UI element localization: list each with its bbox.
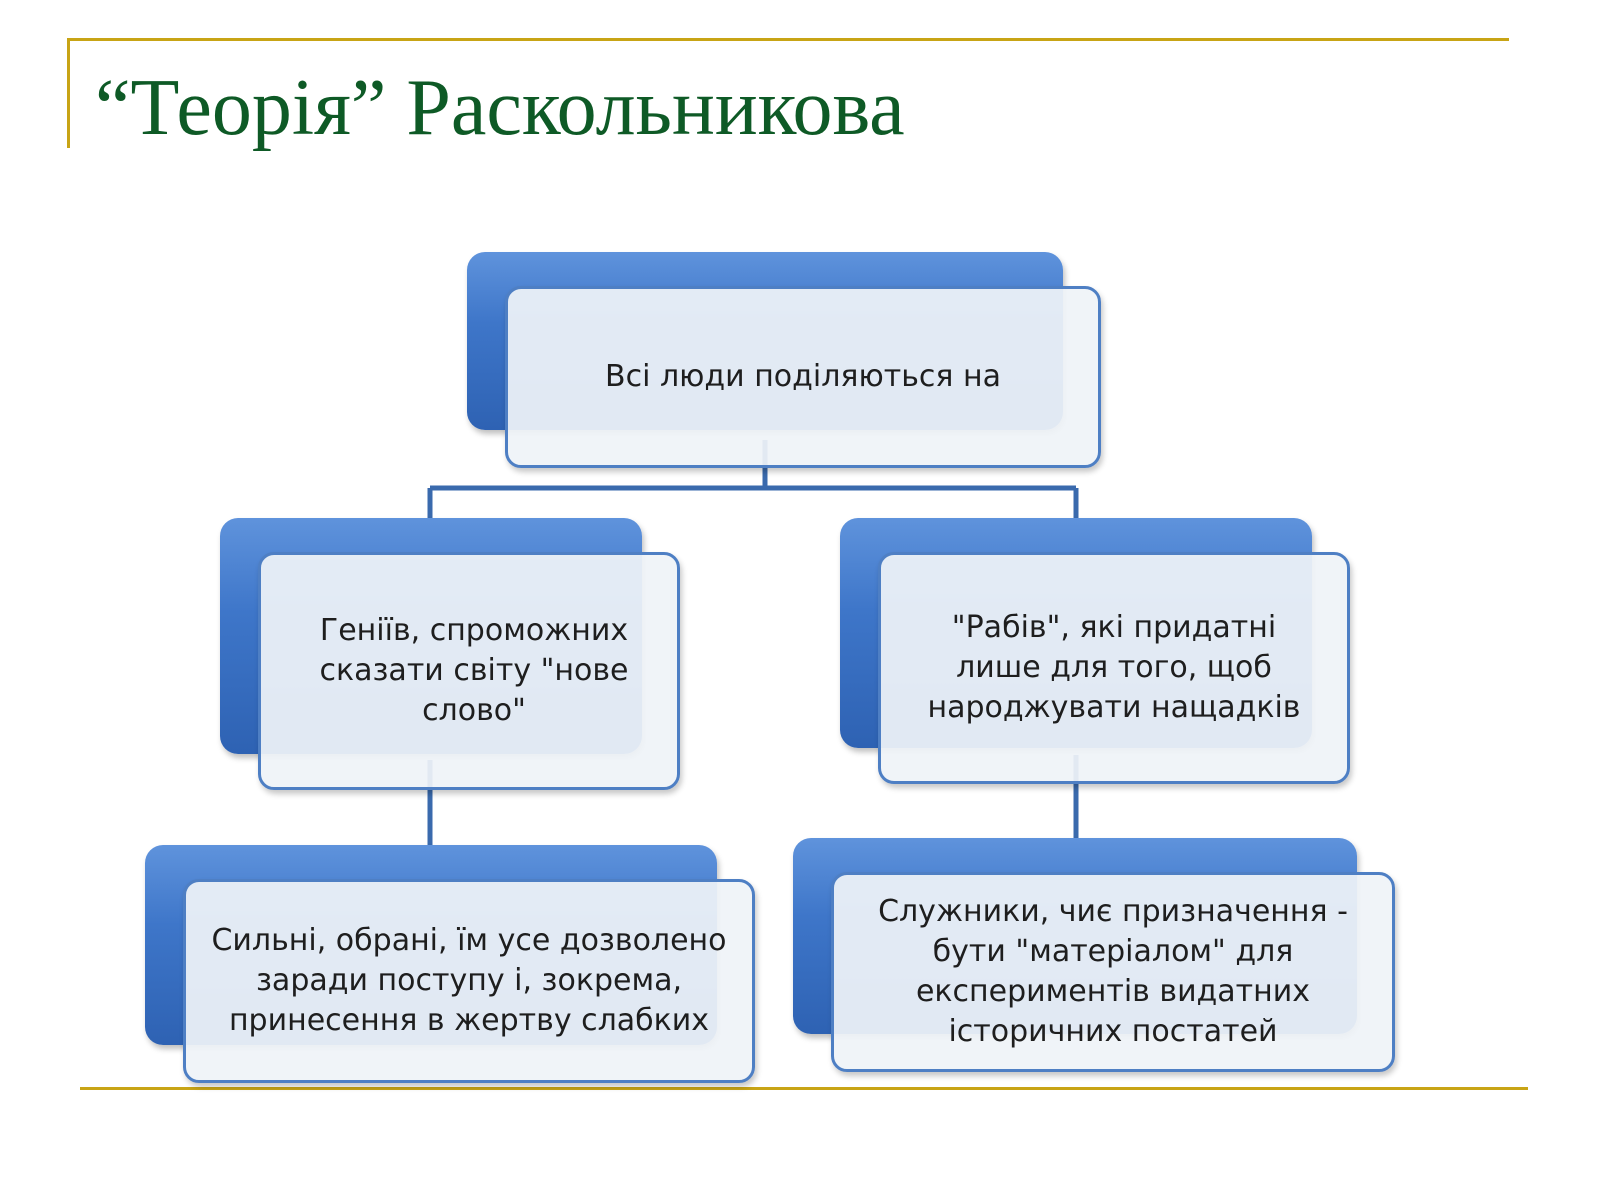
- node-right-box: "Рабів", які придатні лише для того, щоб народжувати нащадків: [878, 552, 1350, 784]
- node-left-child: [145, 845, 757, 1085]
- node-root: [467, 252, 1103, 470]
- node-right-child-box: Служники, чиє призначення - бути "матеріалом" для експериментів видатних історичних постатей: [831, 872, 1395, 1072]
- node-root-box: Всі люди поділяються на: [505, 286, 1101, 468]
- node-left-box: Геніїв, спроможних сказати світу "нове слово": [258, 552, 680, 790]
- node-right-child: [793, 838, 1397, 1074]
- node-left-child-box: Сильні, обрані, їм усе дозволено заради поступу і, зокрема, принесення в жертву слабких: [183, 879, 755, 1083]
- node-left: [220, 518, 682, 792]
- slide-title: “Теорія” Раскольникова: [95, 64, 905, 152]
- node-right: [840, 518, 1352, 786]
